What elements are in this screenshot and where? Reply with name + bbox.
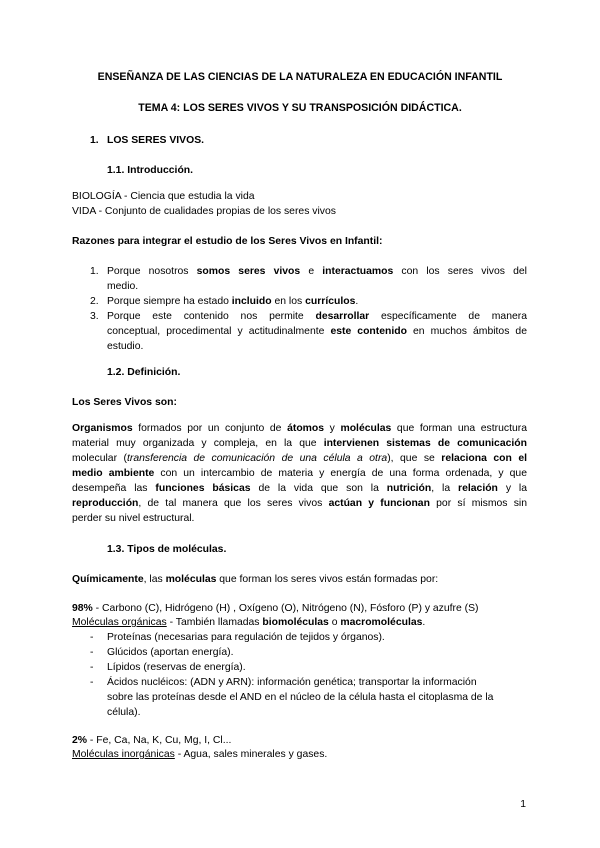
reason-text: Porque este contenido nos permite desarrollar específicamente de manera [107,311,527,322]
reason-number: 3. [90,311,99,322]
section-1-2-heading: 1.2. Definición. [107,367,181,378]
seres-vivos-heading: Los Seres Vivos son: [72,397,177,408]
reason-text-cont: medio. [107,281,139,292]
vida-definition: VIDA - Conjunto de cualidades propias de los seres vivos [72,206,336,217]
section-1-heading [90,133,205,148]
reason-number: 1. [90,266,99,277]
reason-text-cont: conceptual, procedimental y actitudinalmente este contenido en muchos ámbitos de [107,326,527,337]
reason-text: Porque nosotros somos seres vivos e interactuamos con los seres vivos del [107,266,527,277]
percent-98-line: 98% - Carbono (C), Hidrógeno (H) , Oxígeno (O), Nitrógeno (N), Fósforo (P) y azufre (S) [72,603,479,614]
dash-bullet: - [90,677,94,688]
quimicamente-intro: Químicamente, las moléculas que forman los seres vivos están formadas por: [72,574,439,585]
moleculas-organicas-line: Moléculas orgánicas - También llamadas biomoléculas o macromoléculas. [72,617,426,628]
section-1-3-heading: 1.3. Tipos de moléculas. [107,544,227,555]
percent-2-line: 2% - Fe, Ca, Na, K, Cu, Mg, I, Cl... [72,735,232,746]
definition-paragraph: Organismos formados por un conjunto de átomos y moléculas que forman una estructura material muy organizada y compleja, en la que intervienen sistemas de comunicación molecular (transferencia de comunicación de una célula a otra), que se relaciona con el medio ambiente con un intercambio de materia y energía de una forma ordenada, y que desempeña las funciones básicas de la vida que son la nutrición, la relación y la reproducción, de tal manera que los seres vivos actúan y funcionan por sí mismos sin perder su nivel estructural. [72,423,528,524]
section-1-title: LOS SERES VIVOS. [107,135,205,146]
reason-text: Porque siempre ha estado incluido en los currículos. [107,296,359,307]
reason-text-cont: estudio. [107,341,144,352]
biologia-definition: BIOLOGÍA - Ciencia que estudia la vida [72,191,255,202]
dash-bullet: - [90,632,94,643]
document-subtitle: TEMA 4: LOS SERES VIVOS Y SU TRANSPOSICIÓN DIDÁCTICA. [138,102,462,114]
reason-number: 2. [90,296,99,307]
moleculas-inorganicas-line: Moléculas inorgánicas - Agua, sales minerales y gases. [72,749,328,760]
section-1-1-heading: 1.1. Introducción. [107,165,194,176]
document-page: ENSEÑANZA DE LAS CIENCIAS DE LA NATURALEZA EN EDUCACIÓN INFANTIL TEMA 4: LOS SERES VIVOS Y SU TRANSPOSICIÓN DIDÁCTICA. 1. LOS SERES VIVOS. 1.1. Introducción. BIOLOGÍA - Ciencia que estudia la vida VIDA - Conjunto de cualidades propias de los seres vivos Razones para integrar el estudio de los Seres Vivos en Infantil: 1. Porque nosotros somos seres vivos e interactuamos con los seres vivos del medio. 2. Porque siempre ha estado incluido en los currículos. 3. Porque este contenido nos permite desarrollar específicamente de manera conceptual, procedimental y actitudinalmente este contenido en muchos ámbitos de estudio. 1.2. Definición. Los Seres Vivos son: Organismos formados por un conjunto de átomos y moléculas que forman una estructura material muy organizada y compleja, en la que intervienen sistemas de comunicación molecular (transferencia de comunicación de una célula a otra), que se relaciona con el medio ambiente con un intercambio de materia y energía de una forma ordenada, y que desempeña las funciones básicas de la vida que son la nutrición, la relación y la reproducción, de tal manera que los seres vivos actúan y funcionan por sí mismos sin perder su nivel estructural. 1.3. Tipos de moléculas. Químicamente, las moléculas que forman los seres vivos están formadas por: 98% - Carbono (C), Hidrógeno (H) , Oxígeno (O), Nitrógeno (N), Fósforo (P) y azufre (S) Moléculas orgánicas - También llamadas biomoléculas o macromoléculas. - Proteínas (necesarias para regulación de tejidos y órganos). - Glúcidos (aportan energía). - Lípidos (reservas de energía). - Ácidos nucléicos: (ADN y ARN): información genética; transportar la información sobre las proteínas desde el AND en el núcleo de la célula hasta el citoplasma de la célula). 2% - Fe, Ca, Na, K, Cu, Mg, I, Cl... Moléculas inorgánicas - Agua, sales minerales y gases. 1 [0,0,600,848]
dash-bullet: - [90,662,94,673]
section-1-number: 1. [90,135,99,146]
razones-heading: Razones para integrar el estudio de los Seres Vivos en Infantil: [72,236,383,247]
dash-bullet: - [90,647,94,658]
page-number: 1 [520,799,526,810]
document-title: ENSEÑANZA DE LAS CIENCIAS DE LA NATURALEZA EN EDUCACIÓN INFANTIL [97,71,503,83]
